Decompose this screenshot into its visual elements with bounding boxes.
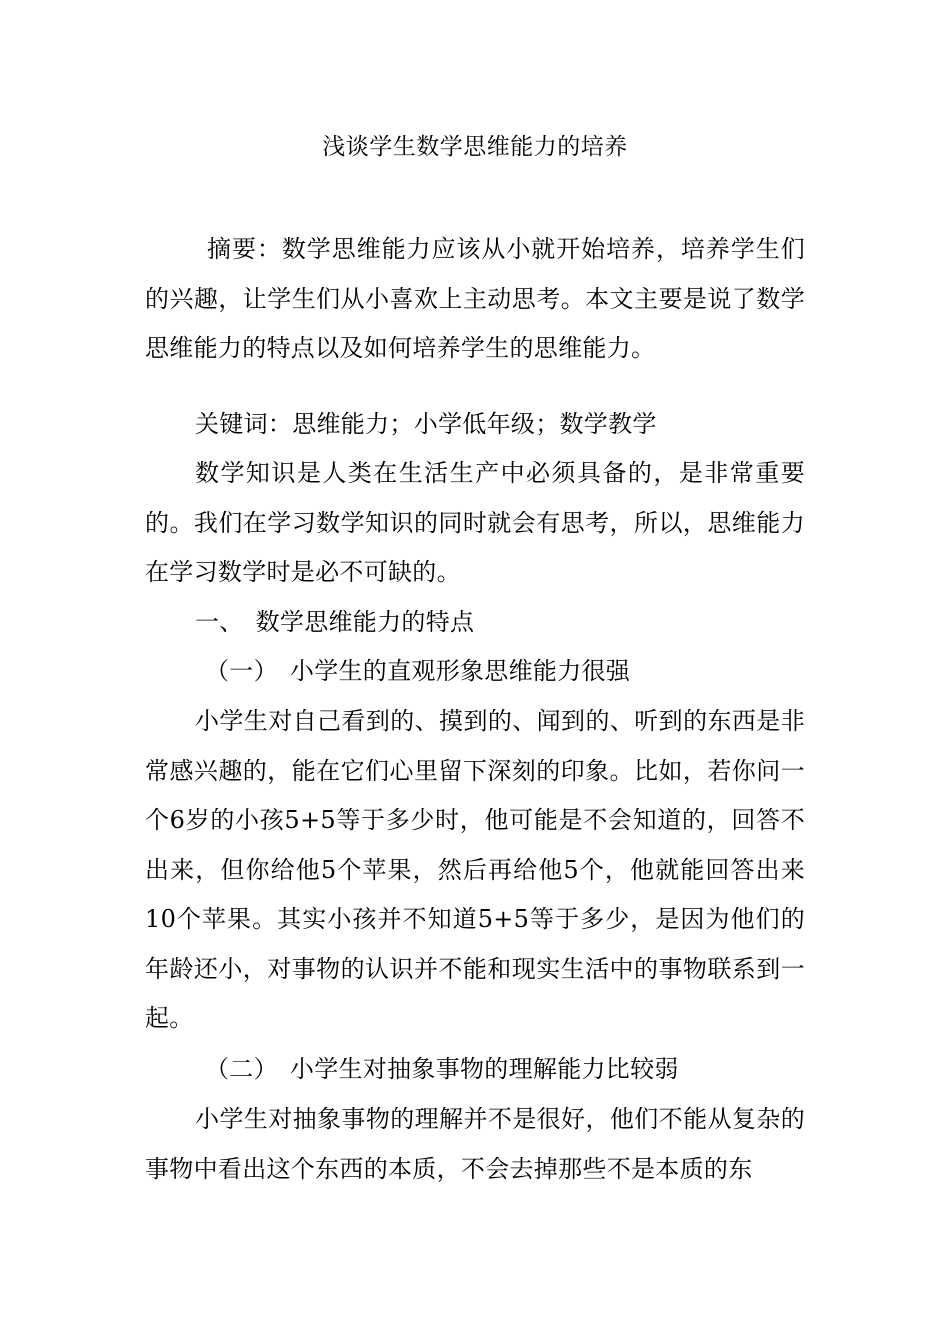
subsection-title: 小学生的直观形象思维能力很强 [289, 657, 631, 685]
section-number: 一、 [195, 608, 244, 636]
section-heading-1 [145, 598, 855, 648]
document-title: 浅谈学生数学思维能力的培养 [322, 134, 628, 160]
section-title: 数学思维能力的特点 [255, 608, 475, 636]
keywords-line: 关键词：思维能力；小学低年级；数学教学 [195, 410, 657, 438]
body-paragraph-1: 小学生对自己看到的、摸到的、闻到的、听到的东西是非常感兴趣的，能在它们心里留下深刻的印象。比如，若你问一个6岁的小孩5+5等于多少时，他可能是不会知道的，回答不出来，但你给他5个苹果，然后再给他5个，他就能回答出来10个苹果。其实小孩并不知道5+5等于多少，是因为他们的年龄还小，对事物的认识并不能和现实生活中的事物联系到一起。 [145, 707, 805, 1032]
subsection-number: （一） [205, 657, 278, 685]
subsection-heading-2 [145, 1045, 865, 1095]
abstract-paragraph: 摘要：数学思维能力应该从小就开始培养，培养学生们的兴趣，让学生们从小喜欢上主动思考。本文主要是说了数学思维能力的特点以及如何培养学生的思维能力。 [145, 235, 805, 362]
subsection-number: （二） [205, 1055, 278, 1083]
subsection-title: 小学生对抽象事物的理解能力比较弱 [289, 1055, 679, 1083]
intro-paragraph: 数学知识是人类在生活生产中必须具备的，是非常重要的。我们在学习数学知识的同时就会有思考，所以，思维能力在学习数学时是必不可缺的。 [145, 459, 805, 586]
body-paragraph-2: 小学生对抽象事物的理解并不是很好，他们不能从复杂的事物中看出这个东西的本质，不会去掉那些不是本质的东 [145, 1105, 805, 1183]
subsection-heading-1 [145, 647, 865, 697]
